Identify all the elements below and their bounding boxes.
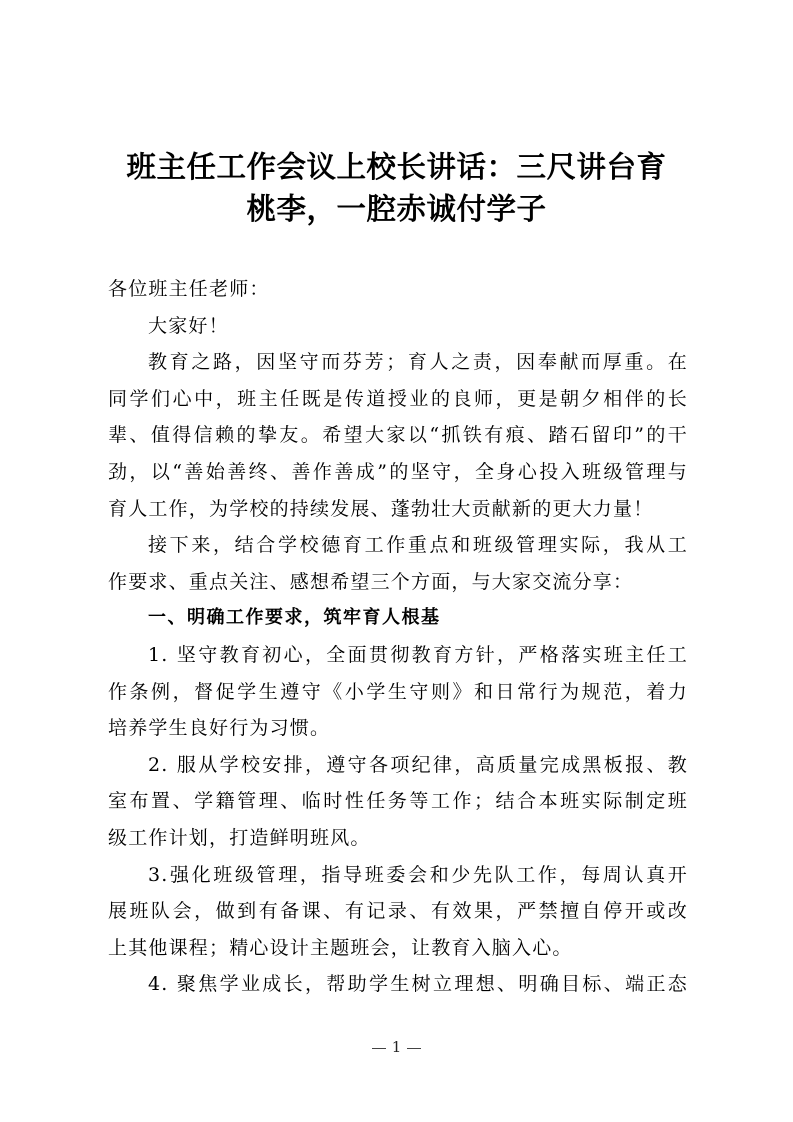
list-item-2 <box>108 747 688 857</box>
paragraph-line: 4. 聚焦学业成长，帮助学生树立理想、明确目标、端正态 <box>148 973 688 996</box>
paragraph-line: 上其他课程；精心设计主题班会，让教育入脑入心。 <box>108 936 573 959</box>
greeting: 大家好！ <box>148 314 229 337</box>
paragraph-line: 级工作计划，打造鲜明班风。 <box>108 826 371 849</box>
paragraph-line: 同学们心中，班主任既是传道授业的良师，更是朝夕相伴的长 <box>108 387 688 410</box>
paragraph-line: 劲，以“善始善终、善作善成”的坚守，全身心投入班级管理与 <box>108 460 688 483</box>
paragraph-intro <box>108 344 688 527</box>
paragraph-line: 1. 坚守教育初心，全面贯彻教育方针，严格落实班主任工 <box>148 643 688 666</box>
paragraph-line: 育人工作，为学校的持续发展、蓬勃壮大贡献新的更大力量！ <box>108 497 654 520</box>
salutation: 各位班主任老师： <box>108 278 270 300</box>
page-number-value: 1 <box>391 1038 402 1056</box>
paragraph-line: 3.强化班级管理，指导班委会和少先队工作，每周认真开 <box>148 863 688 886</box>
list-item-4 <box>108 966 688 1003</box>
list-item-1 <box>108 637 688 747</box>
page-number <box>0 1038 793 1056</box>
paragraph-line: 作条例，督促学生遵守《小学生守则》和日常行为规范，着力 <box>108 680 688 703</box>
paragraph-line: 作要求、重点关注、感想希望三个方面，与大家交流分享： <box>108 570 634 593</box>
paragraph-line: 教育之路，因坚守而芬芳；育人之责，因奉献而厚重。在 <box>148 351 688 374</box>
paragraph-line: 2. 服从学校安排，遵守各项纪律，高质量完成黑板报、教 <box>148 753 688 776</box>
section-heading-1: 一、明确工作要求，筑牢育人根基 <box>148 607 441 629</box>
title-line-1: 班主任工作会议上校长讲话：三尺讲台育 <box>126 150 667 184</box>
paragraph-line: 室布置、学籍管理、临时性任务等工作；结合本班实际制定班 <box>108 790 688 813</box>
paragraph-line: 展班队会，做到有备课、有记录、有效果，严禁擅自停开或改 <box>108 900 688 923</box>
dash-left-decoration <box>372 1048 386 1049</box>
list-item-3 <box>108 857 688 967</box>
title-line-2: 桃李，一腔赤诚付学子 <box>246 192 547 226</box>
paragraph-line: 培养学生良好行为习惯。 <box>108 717 331 740</box>
paragraph-line: 辈、值得信赖的挚友。希望大家以“抓铁有痕、踏石留印”的干 <box>108 424 688 447</box>
document-body <box>108 271 688 1003</box>
paragraph-outline <box>108 527 688 600</box>
paragraph-line: 接下来，结合学校德育工作重点和班级管理实际，我从工 <box>148 534 688 557</box>
document-title <box>100 146 693 230</box>
dash-right-decoration <box>407 1048 421 1049</box>
